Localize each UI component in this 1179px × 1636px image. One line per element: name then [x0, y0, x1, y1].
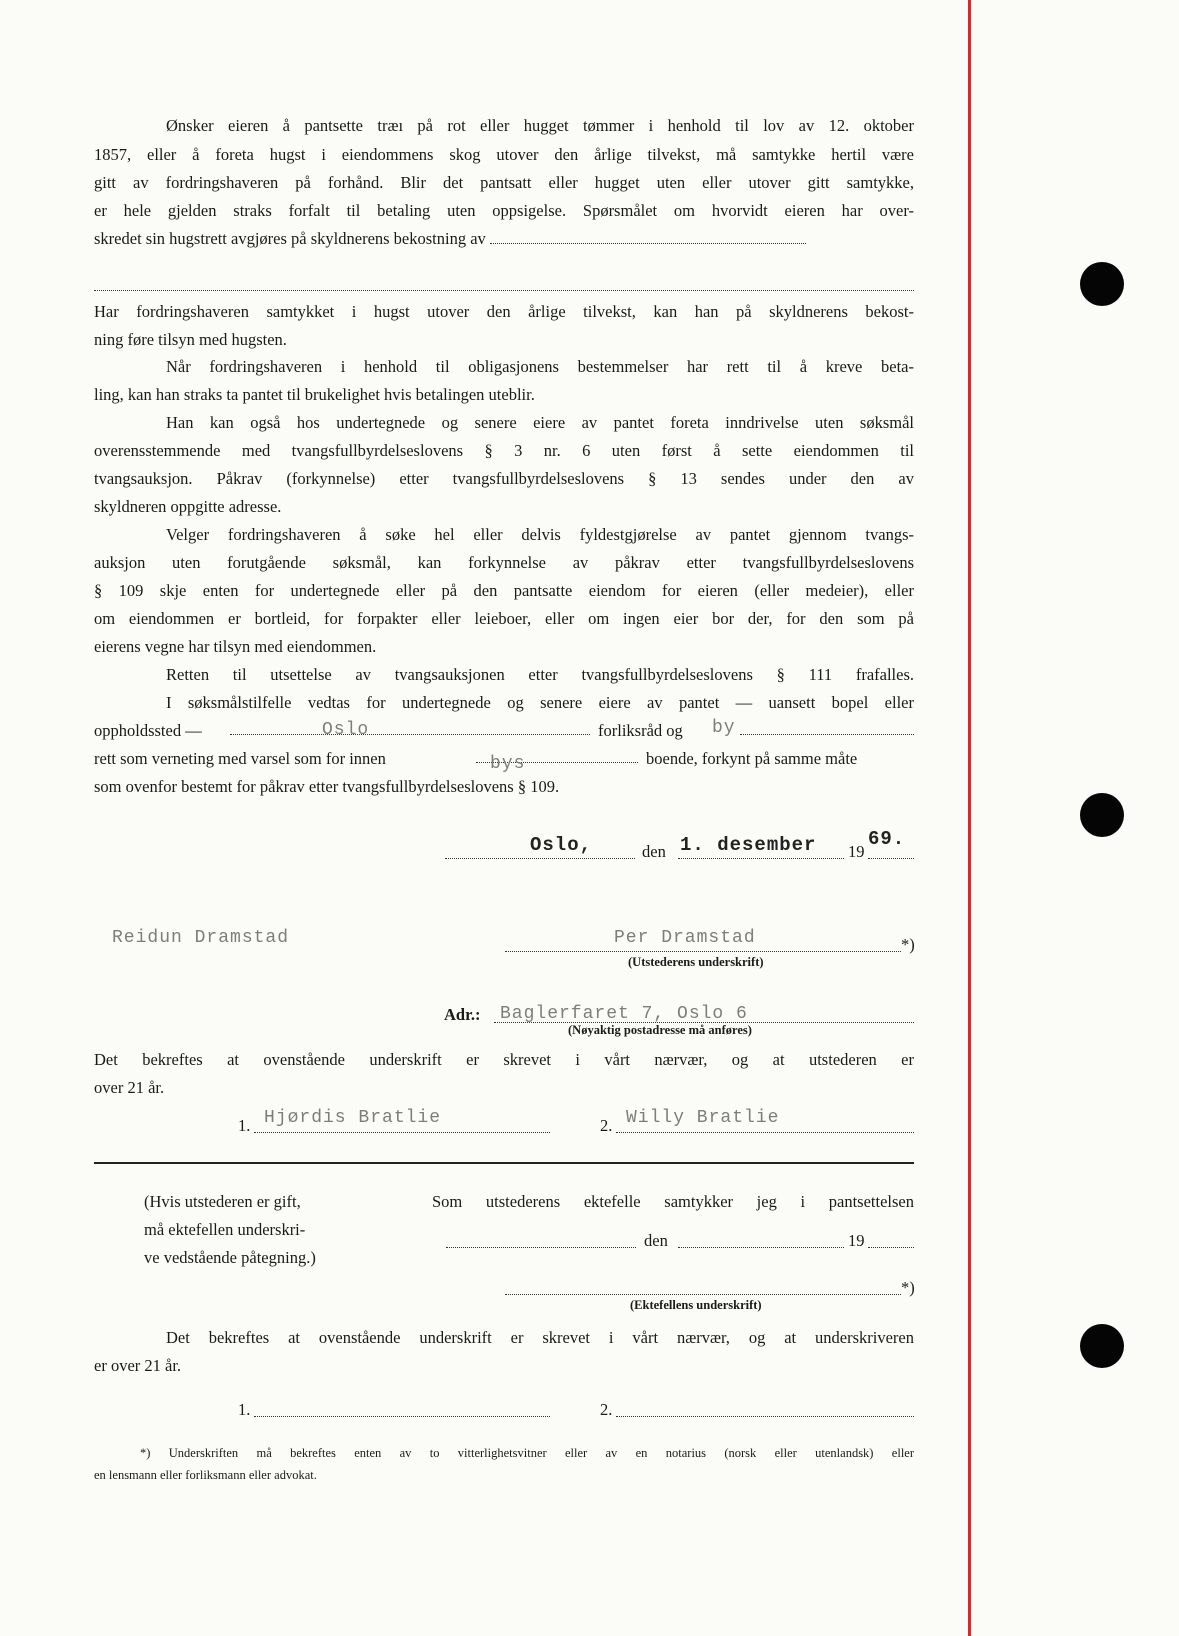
place-text: Oslo,	[530, 834, 593, 856]
year-suffix-text: 69.	[868, 828, 906, 850]
text-line: auksjon uten forutgående søksmål, kan forkynnelse av påkrav etter tvangsfullbyrdelseslovens	[94, 553, 914, 572]
blank-line	[868, 858, 914, 859]
witness1-text: Hjørdis Bratlie	[264, 1108, 442, 1128]
witness-left-text: Reidun Dramstad	[112, 928, 290, 948]
footnote-marker: *)	[901, 1278, 915, 1297]
text-line: Ønsker eieren å pantsette træı på rot eller hugget tømmer i henhold til lov av 12. oktober	[166, 116, 914, 135]
text-line	[94, 225, 914, 253]
signature-line	[505, 951, 901, 952]
text-line: Når fordringshaveren i henhold til obligasjonens bestemmelser har rett til å kreve beta-	[166, 357, 914, 376]
punch-hole	[1080, 262, 1124, 306]
text-line: Det bekreftes at ovenstående underskrift er skrevet i vårt nærvær, og at utstederen er	[94, 1050, 914, 1069]
address-text: Baglerfaret 7, Oslo 6	[500, 1004, 748, 1024]
text-line: over 21 år.	[94, 1078, 165, 1097]
issuer-signature-text: Per Dramstad	[614, 928, 756, 948]
text-line: 1857, eller å foreta hugst i eiendommens skog utover den årlige tilvekst, må samtykke hertil være	[94, 145, 914, 164]
divider	[94, 1162, 914, 1164]
blank-line	[678, 858, 844, 859]
blank-line	[94, 268, 914, 291]
blank-line	[490, 225, 806, 244]
footnote-marker: *)	[901, 935, 915, 954]
residence-text: bys	[490, 754, 526, 774]
number-label: 1.	[238, 1400, 251, 1419]
text-line: tvangsauksjon. Påkrav (forkynnelse) etter tvangsfullbyrdelseslovens § 13 sendes under den av	[94, 469, 914, 488]
blank-line	[740, 734, 914, 735]
signature-line	[505, 1294, 901, 1295]
text-fragment: rett som verneting med varsel som for innen	[94, 749, 386, 768]
court-type-text: by	[712, 718, 736, 738]
punch-hole	[1080, 1324, 1124, 1368]
text-fragment: boende, forkynt på samme måte	[646, 749, 858, 768]
blank-line	[868, 1247, 914, 1248]
signature-line	[616, 1132, 914, 1133]
number-label: 2.	[600, 1400, 613, 1419]
den-label: den	[642, 842, 666, 861]
text-line: Har fordringshaveren samtykket i hugst utover den årlige tilvekst, kan han på skyldnerens bekost-	[94, 302, 914, 321]
address-label: Adr.:	[444, 1005, 481, 1024]
year-prefix: 19	[848, 842, 865, 861]
court-city-text: Oslo	[322, 720, 370, 740]
issuer-caption: (Utstederens underskrift)	[628, 955, 764, 969]
footnote-line: *) Underskriften må bekreftes enten av to vitterlighetsvitner eller av en notarius (norsk eller utenlandsk) eller	[140, 1446, 914, 1460]
text-fragment: forliksråd og	[598, 721, 683, 740]
text-line: er over 21 år.	[94, 1356, 182, 1375]
punch-hole	[1080, 793, 1124, 837]
blank-line	[446, 1247, 636, 1248]
witness2-text: Willy Bratlie	[626, 1108, 780, 1128]
text-line: overensstemmende med tvangsfullbyrdelseslovens § 3 nr. 6 uten først å sette eiendommen til	[94, 441, 914, 460]
text-line: § 109 skje enten for undertegnede eller på den pantsatte eiendom for eieren (eller medeier), eller	[94, 581, 914, 600]
number-label: 1.	[238, 1116, 251, 1135]
date-text: 1. desember	[680, 834, 817, 856]
text-line: Retten til utsettelse av tvangsauksjonen etter tvangsfullbyrdelseslovens § 111 frafalles.	[166, 665, 914, 684]
den-label: den	[644, 1231, 668, 1250]
signature-line	[254, 1132, 550, 1133]
blank-line	[445, 858, 635, 859]
year-prefix: 19	[848, 1231, 865, 1250]
text-line: som ovenfor bestemt for påkrav etter tvangsfullbyrdelseslovens § 109.	[94, 777, 560, 796]
spouse-consent-text: Som utstederens ektefelle samtykker jeg i pantsettelsen	[432, 1192, 914, 1211]
spouse-caption: (Ektefellens underskrift)	[630, 1298, 762, 1312]
text-line: Det bekreftes at ovenstående underskrift er skrevet i vårt nærvær, og at underskriveren	[166, 1328, 914, 1347]
spouse-note-line: ve vedstående påtegning.)	[144, 1248, 316, 1267]
red-margin-line	[968, 0, 971, 1636]
text-line: eierens vegne har tilsyn med eiendommen.	[94, 637, 377, 656]
spouse-note-line: må ektefellen underskri-	[144, 1220, 306, 1239]
text-line: ling, kan han straks ta pantet til brukelighet hvis betalingen uteblir.	[94, 385, 535, 404]
spouse-note-line: (Hvis utstederen er gift,	[144, 1192, 301, 1211]
text-line: skyldneren oppgitte adresse.	[94, 497, 282, 516]
number-label: 2.	[600, 1116, 613, 1135]
signature-line	[616, 1416, 914, 1417]
text-fragment: oppholdssted —	[94, 721, 202, 740]
text-line: er hele gjelden straks forfalt til betaling uten oppsigelse. Spørsmålet om hvorvidt eieren har over-	[94, 201, 914, 220]
text-line: Velger fordringshaveren å søke hel eller delvis fyldestgjørelse av pantet gjennom tvangs-	[166, 525, 914, 544]
footnote-line: en lensmann eller forliksmann eller advokat.	[94, 1468, 317, 1482]
text-line: I søksmålstilfelle vedtas for undertegnede og senere eiere av pantet — uansett bopel eller	[166, 693, 914, 712]
text-line: gitt av fordringshaveren på forhånd. Blir det pantsatt eller hugget uten eller utover gitt samtykke,	[94, 173, 914, 192]
text-fragment: skredet sin hugstrett avgjøres på skyldnerens bekostning av	[94, 229, 486, 248]
blank-line	[230, 734, 590, 735]
blank-line	[678, 1247, 844, 1248]
text-line: ning føre tilsyn med hugsten.	[94, 330, 287, 349]
text-line: om eiendommen er bortleid, for forpakter eller leieboer, eller om ingen eier bor der, for den som på	[94, 609, 914, 628]
text-line: Han kan også hos undertegnede og senere eiere av pantet foreta inndrivelse uten søksmål	[166, 413, 914, 432]
address-caption: (Nøyaktig postadresse må anføres)	[568, 1023, 752, 1037]
signature-line	[254, 1416, 550, 1417]
